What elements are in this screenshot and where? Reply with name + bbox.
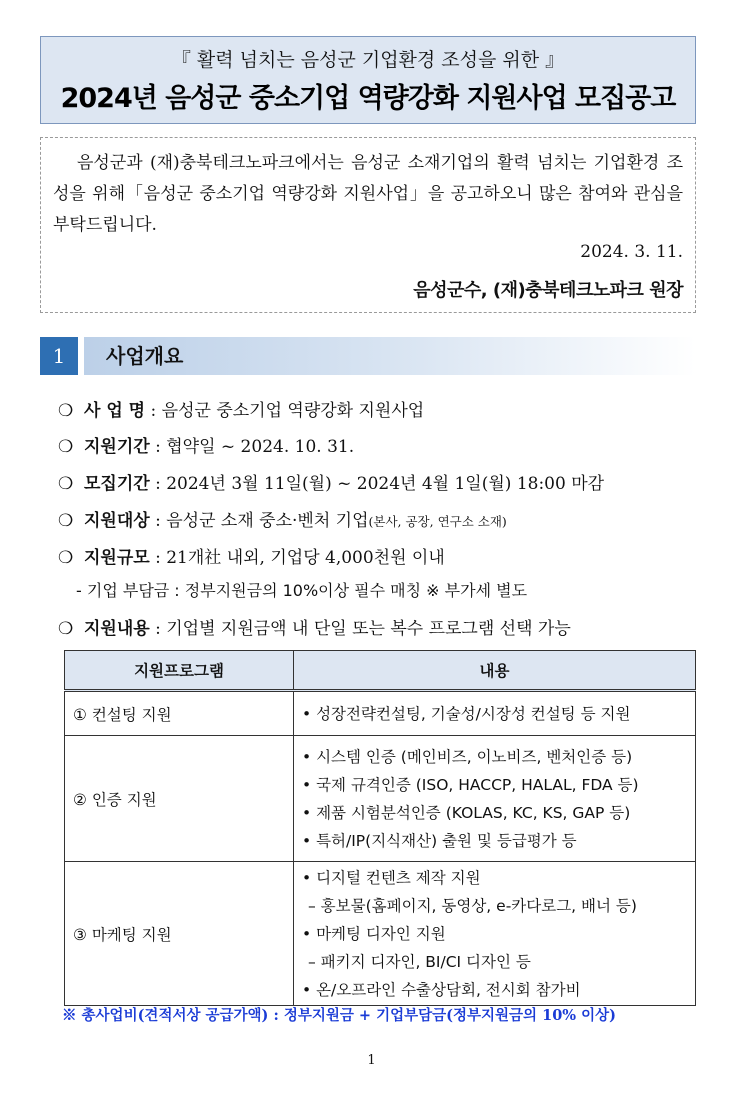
item-value: : 음성군 중소기업 역량강화 지원사업 [145, 401, 425, 421]
intro-text: 음성군과 (재)충북테크노파크에서는 음성군 소재기업의 활력 넘치는 기업환경 조성을 위해「음성군 중소기업 역량강화 지원사업」을 공고하오니 많은 참여와 관심을 부탁드립니다. [53, 153, 683, 235]
intro-box [40, 137, 696, 313]
section-bar [84, 337, 696, 375]
item-value: : 21개社 내외, 기업당 4,000천원 이내 [149, 548, 445, 568]
item-label: 지원내용 [84, 619, 150, 639]
program-content [294, 862, 696, 1006]
content-line: • 마케팅 디자인 지원 [302, 924, 446, 943]
content-line: • 온/오프라인 수출상담회, 전시회 참가비 [302, 980, 581, 999]
program-name: ③ 마케팅 지원 [65, 862, 294, 1006]
table-header-row [65, 651, 696, 691]
item-label: 사 업 명 [84, 401, 146, 421]
content-line: – 패키지 디자인, BI/CI 디자인 등 [308, 952, 531, 971]
program-name: ① 컨설팅 지원 [65, 691, 294, 736]
issuer-signature: 음성군수, (재)충북테크노파크 원장 [413, 280, 683, 301]
program-content [294, 736, 696, 862]
announcement-date: 2024. 3. 11. [580, 242, 683, 262]
circle-bullet-icon: ❍ [58, 619, 74, 639]
content-line: • 특허/IP(지식재산) 출원 및 등급평가 등 [302, 831, 577, 850]
content-line: • 제품 시험분석인증 (KOLAS, KC, KS, GAP 등) [302, 803, 631, 822]
title-box [40, 36, 696, 124]
item-value: : 2024년 3월 11일(월) ~ 2024년 4월 1일(월) 18:00 마감 [149, 474, 605, 494]
document-title: 2024년 음성군 중소기업 역량강화 지원사업 모집공고 [60, 83, 676, 114]
content-line: • 국제 규격인증 (ISO, HACCP, HALAL, FDA 등) [302, 775, 639, 794]
document-subtitle: 『 활력 넘치는 음성군 기업환경 조성을 위한 』 [171, 49, 565, 71]
content-line: – 홍보물(홈페이지, 동영상, e-카다로그, 배너 등) [308, 896, 637, 915]
overview-item-support-period [58, 432, 354, 457]
item-label: 지원기간 [84, 437, 150, 457]
table-row [65, 862, 696, 1006]
column-header-program: 지원프로그램 [65, 651, 294, 691]
column-header-content: 내용 [294, 651, 696, 691]
overview-item-target [58, 506, 507, 531]
content-line: • 성장전략컨설팅, 기술성/시장성 컨설팅 등 지원 [302, 704, 631, 723]
section-title: 사업개요 [106, 344, 184, 368]
company-share-note: - 기업 부담금 : 정부지원금의 10%이상 필수 매칭 ※ 부가세 별도 [76, 581, 528, 600]
item-value: : 기업별 지원금액 내 단일 또는 복수 프로그램 선택 가능 [149, 619, 571, 639]
item-label: 모집기간 [84, 474, 150, 494]
program-content [294, 691, 696, 736]
overview-item-scale [58, 543, 445, 568]
content-line: • 디지털 컨텐츠 제작 지원 [302, 868, 481, 887]
overview-item-recruit-period [58, 469, 604, 494]
overview-item-content [58, 614, 571, 639]
item-value: : 음성군 소재 중소·벤처 기업 [149, 511, 369, 531]
circle-bullet-icon: ❍ [58, 511, 74, 531]
table-row [65, 691, 696, 736]
section-number: 1 [40, 337, 78, 375]
item-value: : 협약일 ~ 2024. 10. 31. [149, 437, 355, 457]
content-line: • 시스템 인증 (메인비즈, 이노비즈, 벤처인증 등) [302, 747, 633, 766]
item-label: 지원대상 [84, 511, 150, 531]
total-cost-footnote: ※ 총사업비(견적서상 공급가액) : 정부지원금 + 기업부담금(정부지원금의 10% 이상) [62, 1007, 616, 1024]
item-note: (본사, 공장, 연구소 소재) [368, 514, 507, 529]
program-name: ② 인증 지원 [65, 736, 294, 862]
overview-item-project-name [58, 396, 424, 421]
circle-bullet-icon: ❍ [58, 401, 74, 421]
circle-bullet-icon: ❍ [58, 474, 74, 494]
program-table [64, 650, 696, 1006]
table-row [65, 736, 696, 862]
circle-bullet-icon: ❍ [58, 437, 74, 457]
item-label: 지원규모 [84, 548, 150, 568]
section-header [40, 337, 696, 375]
circle-bullet-icon: ❍ [58, 548, 74, 568]
page-number: 1 [367, 1053, 376, 1068]
